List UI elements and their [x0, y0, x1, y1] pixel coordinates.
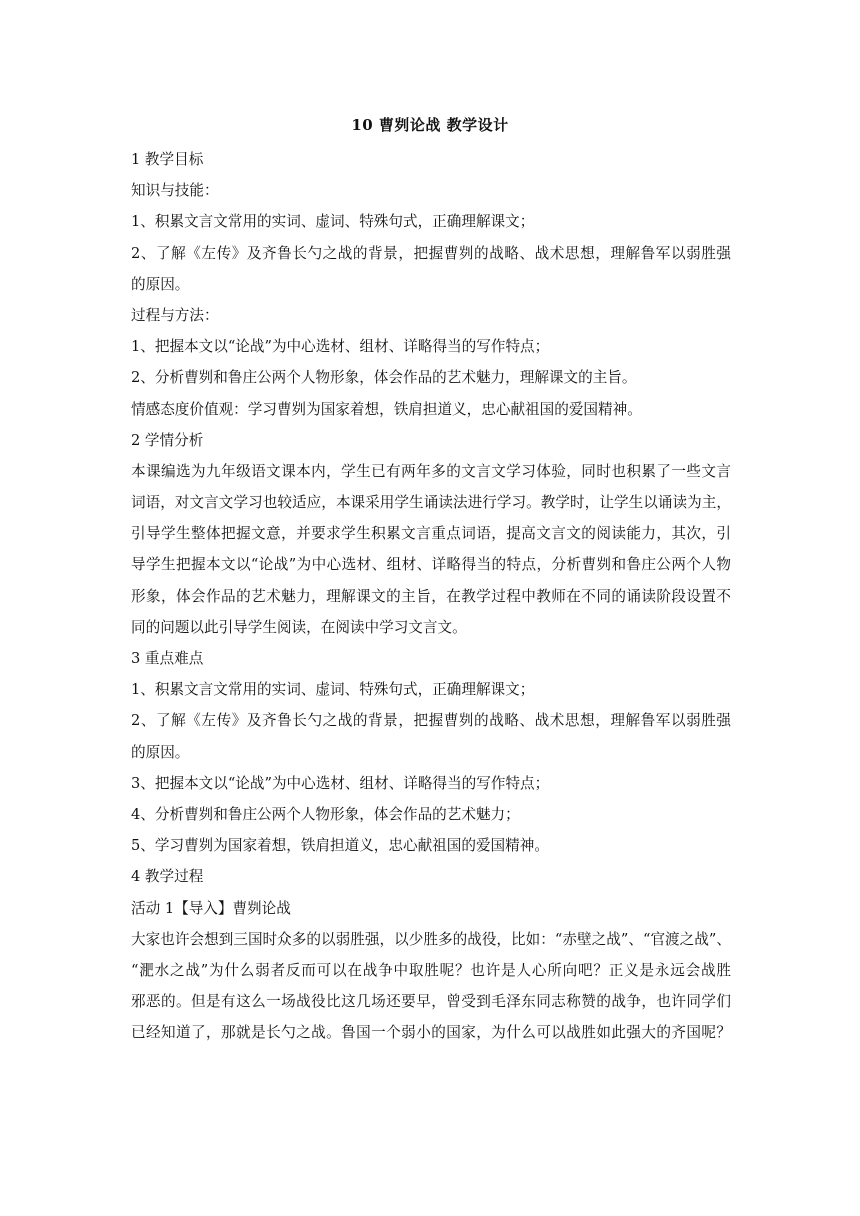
text-line: 同的问题以此引导学生阅读，在阅读中学习文言文。 — [131, 618, 467, 636]
text-line: 过程与方法： — [131, 306, 219, 324]
document-title: 10 曹刿论战 教学设计 — [351, 116, 509, 134]
text-line: 2、分析曹刿和鲁庄公两个人物形象，体会作品的艺术魅力，理解课文的主旨。 — [131, 369, 637, 387]
text-line: 2、了解《左传》及齐鲁长勺之战的背景，把握曹刿的战略、战术思想，理解鲁军以弱胜强 — [131, 244, 731, 262]
text-line: 本课编选为九年级语文课本内，学生已有两年多的文言文学习体验，同时也积累了一些文言 — [131, 462, 731, 480]
text-line: 1、积累文言文常用的实词、虚词、特殊句式，正确理解课文； — [131, 681, 535, 699]
text-line: 已经知道了，那就是长勺之战。鲁国一个弱小的国家，为什么可以战胜如此强大的齐国呢？ — [131, 1024, 731, 1042]
text-line: 情感态度价值观：学习曹刿为国家着想，铁肩担道义，忠心献祖国的爱国精神。 — [131, 400, 642, 418]
document-body — [131, 144, 731, 1048]
text-line: 5、学习曹刿为国家着想，铁肩担道义，忠心献祖国的爱国精神。 — [131, 837, 549, 855]
text-line: 3、把握本文以“论战”为中心选材、组材、详略得当的写作特点； — [131, 774, 550, 792]
text-line: 活动 1【导入】曹刿论战 — [131, 899, 291, 917]
text-line: 2、了解《左传》及齐鲁长勺之战的背景，把握曹刿的战略、战术思想，理解鲁军以弱胜强 — [131, 712, 731, 730]
text-line: 引导学生整体把握文意，并要求学生积累文言重点词语，提高文言文的阅读能力，其次，引 — [131, 525, 731, 543]
text-line: 3 重点难点 — [131, 650, 204, 667]
text-line: 知识与技能： — [131, 182, 219, 200]
text-line: 导学生把握本文以“论战”为中心选材、组材、详略得当的特点，分析曹刿和鲁庄公两个人物 — [131, 556, 731, 574]
text-line: 的原因。 — [131, 275, 190, 293]
text-line: 邪恶的。但是有这么一场战役比这几场还要早，曾受到毛泽东同志称赞的战争，也许同学们 — [131, 993, 731, 1011]
text-line: 2 学情分析 — [131, 431, 204, 449]
text-line: 大家也许会想到三国时众多的以弱胜强，以少胜多的战役，比如：“赤壁之战”、“官渡之战”、 — [131, 930, 731, 948]
text-line: 1、积累文言文常用的实词、虚词、特殊句式，正确理解课文； — [131, 213, 535, 231]
text-line: 形象，体会作品的艺术魅力，理解课文的主旨，在教学过程中教师在不同的诵读阶段设置不 — [131, 587, 731, 605]
text-line: 4 教学过程 — [131, 868, 204, 886]
text-line: 的原因。 — [131, 743, 190, 761]
text-line: 1、把握本文以“论战”为中心选材、组材、详略得当的写作特点； — [131, 338, 550, 356]
text-line: 1 教学目标 — [131, 151, 204, 168]
text-line: 4、分析曹刿和鲁庄公两个人物形象，体会作品的艺术魅力； — [131, 805, 520, 823]
text-line: “淝水之战”为什么弱者反而可以在战争中取胜呢？也许是人心所向吧？正义是永远会战胜 — [131, 961, 731, 979]
text-line: 词语，对文言文学习也较适应，本课采用学生诵读法进行学习。教学时，让学生以诵读为主， — [131, 494, 731, 512]
